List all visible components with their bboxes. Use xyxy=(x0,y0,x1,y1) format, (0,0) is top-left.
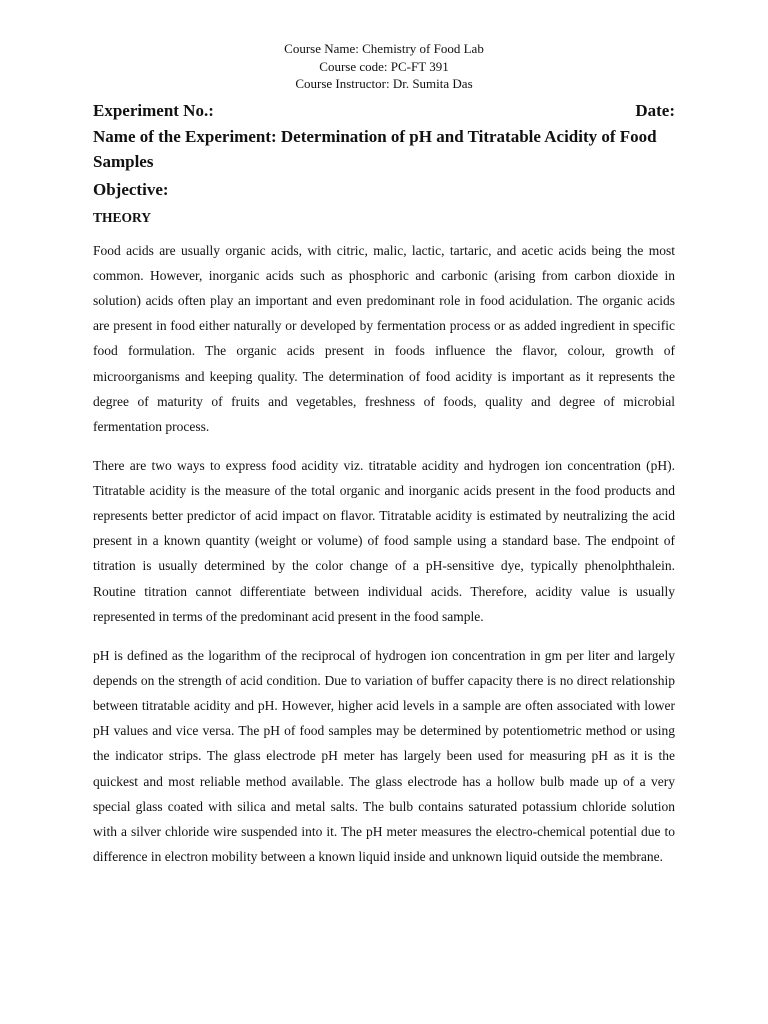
experiment-number-row xyxy=(93,99,675,123)
course-name: Course Name: Chemistry of Food Lab xyxy=(284,41,484,56)
experiment-number-label: Experiment No.: xyxy=(93,100,214,120)
date-label: Date: xyxy=(635,100,675,120)
course-code: Course code: PC-FT 391 xyxy=(319,58,449,74)
experiment-name: Name of the Experiment: Determination of pH and Titratable Acidity of Food Samples xyxy=(93,126,657,171)
course-instructor: Course Instructor: Dr. Sumita Das xyxy=(295,76,473,91)
theory-paragraph-1: Food acids are usually organic acids, with citric, malic, lactic, tartaric, and acetic acids being the most common. However, inorganic acids such as phosphoric and carbonic (arising from carbon dioxide in solution) acids often play an important and even predominant role in food acidulation. The organic acids are present in food either naturally or developed by fermentation process or as added ingredient in specific food formulation. The organic acids present in foods influence the flavor, colour, growth of microorganisms and keeping quality. The determination of food acidity is important as it represents the degree of maturity of fruits and vegetables, freshness of foods, quality and degree of microbial fermentation process. xyxy=(93,242,675,434)
theory-paragraph-3: pH is defined as the logarithm of the reciprocal of hydrogen ion concentration in gm per liter and largely depends on the strength of acid condition. Due to variation of buffer capacity there is no direct relationship between titratable acidity and pH. However, higher acid levels in a sample are often associated with lower pH values and vice versa. The pH of food samples may be determined by potentiometric method or using the indicator strips. The glass electrode pH meter has largely been used for measuring pH as it is the quickest and most reliable method available. The glass electrode has a hollow bulb made up of a very special glass coated with silica and metal salts. The bulb contains saturated potassium chloride solution with a silver chloride wire suspended into it. The pH meter measures the electro-chemical potential due to difference in electron mobility between a known liquid inside and unknown liquid outside the membrane. xyxy=(93,647,675,865)
document-page xyxy=(93,40,675,883)
course-header xyxy=(93,40,675,93)
objective-label: Objective: xyxy=(93,179,169,199)
theory-heading: THEORY xyxy=(93,209,152,225)
theory-paragraph-2: There are two ways to express food acidity viz. titratable acidity and hydrogen ion concentration (pH). Titratable acidity is the measure of the total organic and inorganic acids present in the food products and represents better predictor of acid impact on flavor. Titratable acidity is estimated by neutralizing the acid present in a known quantity (weight or volume) of food sample using a standard base. The endpoint of titration is usually determined by the color change of a pH-sensitive dye, typically phenolphthalein. Routine titration cannot differentiate between individual acids. Therefore, acidity value is usually represented in terms of the predominant acid present in the food sample. xyxy=(93,457,675,624)
